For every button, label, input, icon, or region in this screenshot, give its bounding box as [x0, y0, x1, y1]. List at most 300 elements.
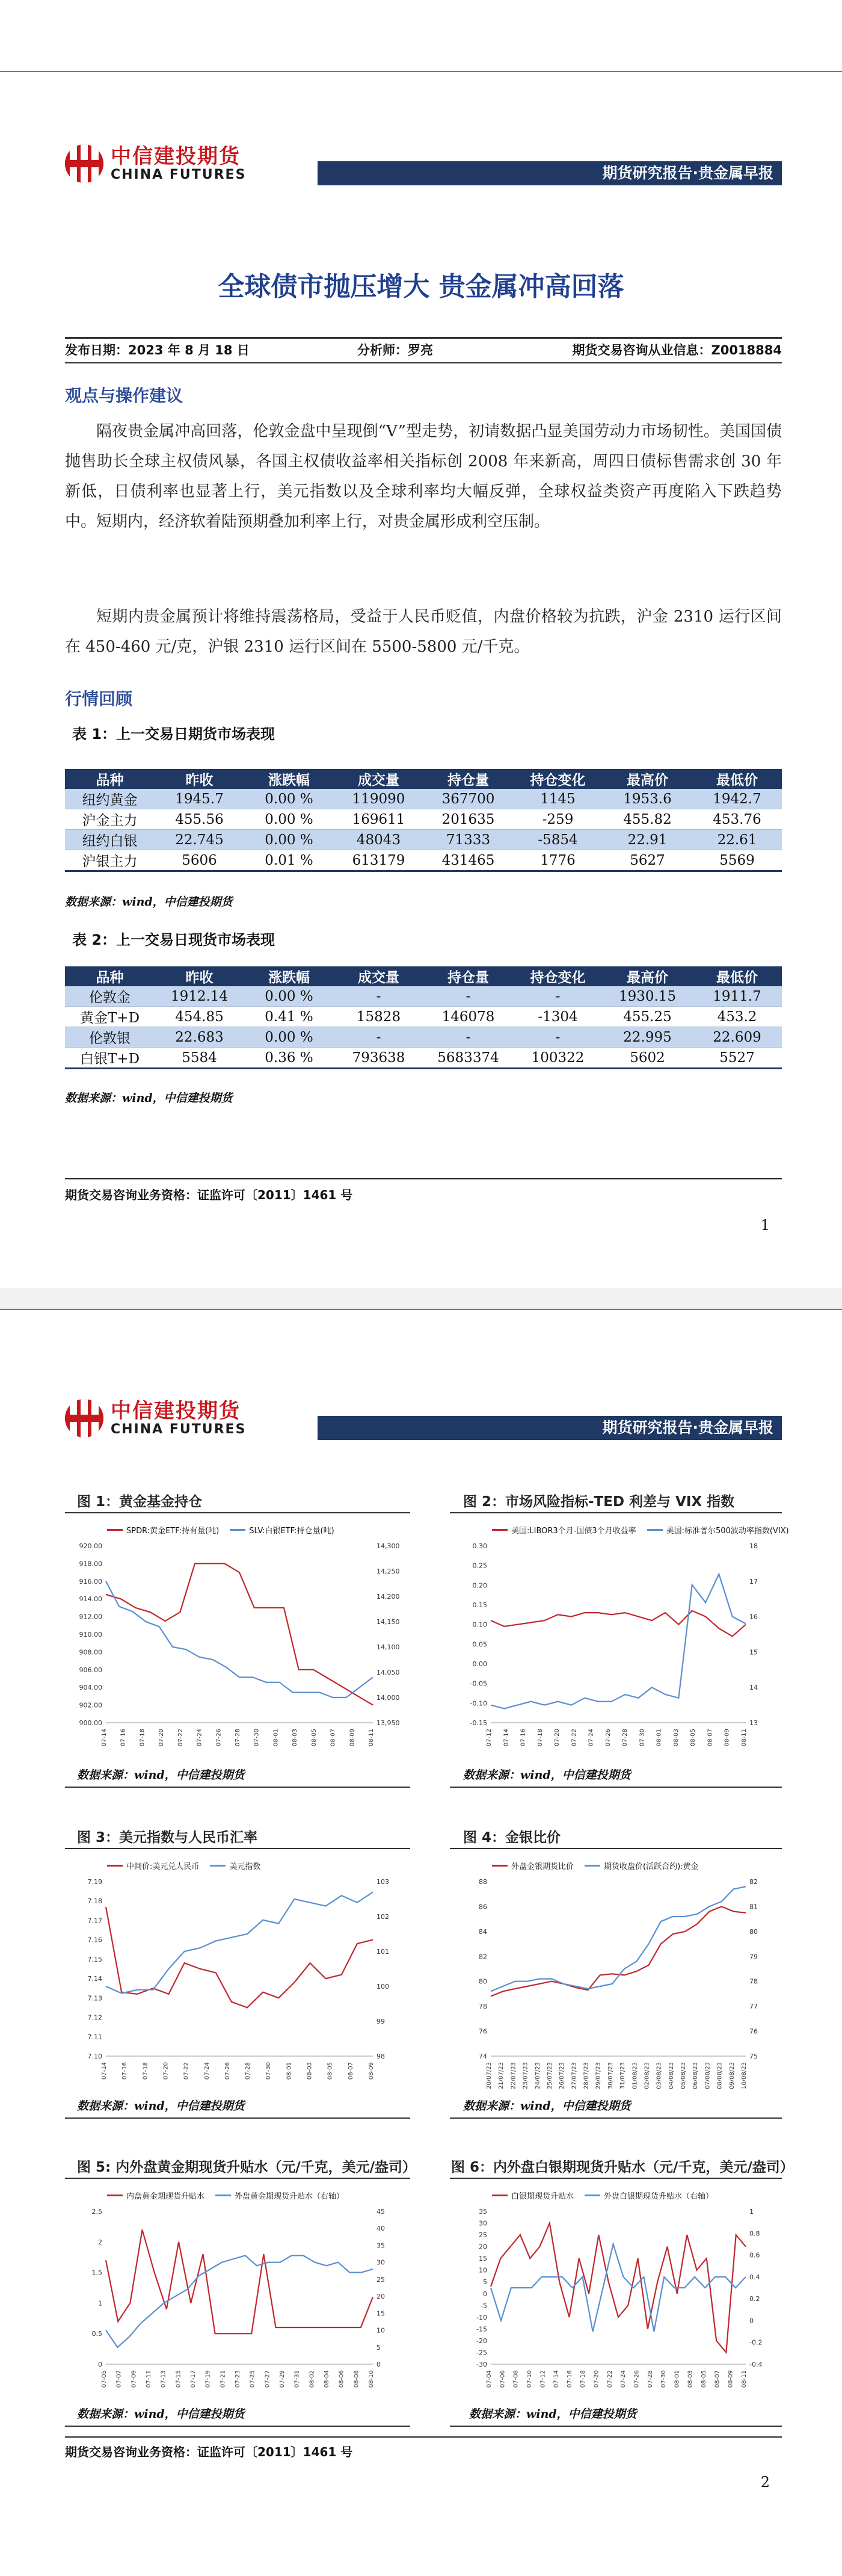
y-tick-label: 914.00 [79, 1595, 102, 1604]
table-cell: 1911.7 [692, 986, 782, 1007]
x-tick-label: 07-14 [553, 2370, 560, 2388]
license-info: 期货交易咨询从业信息：Z0018884 [572, 343, 782, 357]
y2-tick-label: 99 [376, 2018, 385, 2025]
x-tick-label: 07-18 [580, 2370, 587, 2388]
legend-label: 期货收盘价(活跃合约):黄金 [604, 1862, 699, 1871]
table-header: 品种 [65, 966, 155, 986]
x-tick-label: 24/07/23 [534, 2062, 541, 2089]
y2-tick-label: 17 [749, 1577, 758, 1586]
x-tick-label: 07-24 [588, 1729, 595, 1747]
x-tick-label: 07-20 [162, 2062, 170, 2080]
legend-swatch [585, 1865, 600, 1867]
table-cell: 白银T+D [65, 1048, 155, 1069]
x-tick-label: 07-30 [660, 2370, 668, 2388]
fig3-rule [65, 1848, 410, 1849]
report-banner: 期货研究报告·贵金属早报 [318, 161, 782, 185]
futures-table [65, 769, 782, 872]
series-line-SPDR [106, 1563, 373, 1705]
legend-item [492, 1860, 574, 1871]
x-tick-label: 08-05 [327, 2062, 334, 2080]
table-cell: 沪金主力 [65, 809, 155, 830]
x-tick-label: 07-24 [196, 1729, 203, 1747]
y2-tick-label: 81 [749, 1903, 758, 1911]
fig6-rule [450, 2178, 782, 2179]
y2-tick-label: -0.4 [749, 2361, 763, 2368]
x-tick-label: 08/08/23 [716, 2062, 724, 2089]
table-cell: 146078 [423, 1007, 513, 1027]
y-tick-label: 76 [479, 2027, 487, 2036]
table-cell: 0.00 % [244, 986, 334, 1007]
table-cell: 伦敦金 [65, 986, 155, 1007]
table-cell: 纽约黄金 [65, 789, 155, 809]
y-tick-label: -0.10 [470, 1699, 487, 1708]
chart-legend [107, 1524, 334, 1536]
x-tick-label: 08-01 [272, 1729, 280, 1747]
x-tick-label: 07-14 [101, 2062, 108, 2080]
x-tick-label: 07-26 [215, 1729, 223, 1747]
table-cell: 169611 [334, 809, 423, 830]
table-cell: 71333 [423, 830, 513, 850]
x-tick-label: 07-22 [183, 2062, 190, 2080]
series-line-TED [491, 1611, 746, 1637]
y2-tick-label: 103 [376, 1878, 389, 1886]
y2-tick-label: 0.2 [749, 2295, 760, 2303]
y-tick-label: 7.10 [87, 2052, 102, 2060]
table-cell: 0.00 % [244, 830, 334, 850]
table-row [65, 789, 782, 809]
fig1-bottom-rule [65, 1787, 410, 1788]
chart-svg [456, 1855, 781, 2093]
fig2-source: 数据来源：wind，中信建投期货 [463, 1768, 631, 1782]
y-tick-label: 0.15 [472, 1601, 487, 1609]
table-header: 成交量 [334, 966, 423, 986]
x-tick-label: 03/08/23 [656, 2062, 663, 2089]
publish-date: 发布日期：2023 年 8 月 18 日 [65, 343, 250, 357]
table-cell: 0.00 % [244, 809, 334, 830]
y2-tick-label: 77 [749, 2003, 758, 2011]
x-tick-label: 08-03 [292, 1729, 299, 1747]
y2-tick-label: 40 [376, 2225, 385, 2233]
x-tick-label: 07-21 [220, 2370, 227, 2388]
y-tick-label: 0.10 [472, 1620, 487, 1629]
y-tick-label: 25 [479, 2231, 487, 2240]
fig2-bottom-rule [450, 1787, 782, 1788]
table-cell: 793638 [334, 1048, 423, 1069]
y-tick-label: -20 [476, 2337, 487, 2345]
x-tick-label: 07-18 [536, 1729, 544, 1747]
x-tick-label: 08-02 [309, 2370, 316, 2388]
y-tick-label: 7.19 [87, 1878, 102, 1886]
y-tick-label: 0.5 [91, 2330, 102, 2338]
brand-logo [65, 144, 246, 183]
y-tick-label: 0.20 [472, 1581, 487, 1590]
y-tick-label: 7.14 [87, 1975, 102, 1983]
top-rule-2 [0, 1309, 842, 1310]
table-cell: 1930.15 [603, 986, 692, 1007]
fig4-caption: 图 4：金银比价 [463, 1830, 561, 1846]
x-tick-label: 07-28 [647, 2370, 654, 2388]
y-tick-label: -10 [476, 2313, 487, 2321]
footer-license: 期货交易咨询业务资格：证监许可〔2011〕1461 号 [65, 1188, 353, 1202]
x-tick-label: 07-31 [293, 2370, 301, 2388]
x-tick-label: 08-03 [687, 2370, 694, 2388]
table-header: 涨跌幅 [244, 966, 334, 986]
y2-tick-label: 102 [376, 1913, 389, 1921]
fig4-source: 数据来源：wind，中信建投期货 [463, 2099, 631, 2113]
x-tick-label: 25/07/23 [546, 2062, 553, 2089]
y-tick-label: 906.00 [79, 1666, 102, 1674]
y2-tick-label: 35 [376, 2241, 385, 2250]
y-tick-label: 2 [98, 2238, 102, 2246]
chart-legend [492, 1860, 699, 1871]
table1-caption: 表 1：上一交易日期货市场表现 [72, 726, 275, 743]
y2-tick-label: 14,100 [376, 1643, 400, 1651]
y2-tick-label: 0.6 [749, 2251, 760, 2259]
x-tick-label: 21/07/23 [498, 2062, 505, 2089]
chart-legend [492, 2190, 713, 2201]
fig6-bottom-rule [450, 2426, 782, 2427]
table-cell: 22.683 [155, 1027, 244, 1048]
series-line-CNY [106, 1907, 373, 2008]
fig5-caption: 图 5: 内外盘黄金期现货升贴水（元/千克，美元/盎司） [77, 2160, 417, 2175]
y2-tick-label: 14,300 [376, 1542, 400, 1550]
table-cell: 22.745 [155, 830, 244, 850]
y2-tick-label: 14,050 [376, 1669, 400, 1676]
table-cell: -1304 [513, 1007, 603, 1027]
y2-tick-label: 82 [749, 1878, 758, 1886]
footer-rule-2 [65, 2436, 782, 2438]
table-cell: 5527 [692, 1048, 782, 1069]
table-row [65, 1007, 782, 1027]
table-cell: - [513, 1027, 603, 1048]
table-cell: 5606 [155, 850, 244, 871]
table-row [65, 1048, 782, 1069]
x-tick-label: 08-05 [701, 2370, 708, 2388]
x-tick-label: 31/07/23 [619, 2062, 627, 2089]
table-header: 持仓量 [423, 769, 513, 789]
x-tick-label: 07-20 [554, 1729, 561, 1747]
y2-tick-label: 0.8 [749, 2229, 760, 2238]
x-tick-label: 08-11 [741, 1729, 748, 1747]
x-tick-label: 08-03 [672, 1729, 680, 1747]
x-tick-label: 07/08/23 [704, 2062, 711, 2089]
legend-label: 中间价:美元兑人民币 [126, 1862, 200, 1871]
table-header: 昨收 [155, 966, 244, 986]
table-cell: 22.61 [692, 830, 782, 850]
series-line-DXY [106, 1892, 373, 1993]
x-tick-label: 07-30 [253, 1729, 260, 1747]
table-cell: 0.01 % [244, 850, 334, 871]
table-cell: - [334, 986, 423, 1007]
y-tick-label: 920.00 [79, 1542, 102, 1550]
x-tick-label: 07-26 [633, 2370, 641, 2388]
table-cell: 367700 [423, 789, 513, 809]
table-row [65, 986, 782, 1007]
table-row [65, 830, 782, 850]
chart-gold-basis [71, 2185, 408, 2401]
fig1-source: 数据来源：wind，中信建投期货 [77, 1768, 245, 1782]
meta-row [65, 337, 782, 363]
y2-tick-label: 15 [376, 2309, 385, 2318]
x-tick-label: 09/08/23 [728, 2062, 736, 2089]
y-tick-label: 916.00 [79, 1577, 102, 1586]
y-tick-label: 15 [479, 2255, 487, 2263]
fig4-rule [450, 1848, 782, 1849]
fig2-caption: 图 2：市场风险指标-TED 利差与 VIX 指数 [463, 1494, 735, 1510]
legend-swatch [492, 1529, 508, 1531]
table-cell: 5584 [155, 1048, 244, 1069]
y-tick-label: 0.05 [472, 1640, 487, 1649]
x-tick-label: 20/07/23 [486, 2062, 493, 2089]
x-tick-label: 08-01 [674, 2370, 681, 2388]
brand-cn: 中信建投期货 [111, 1399, 241, 1423]
chart-silver-basis [456, 2185, 781, 2401]
table-cell: 613179 [334, 850, 423, 871]
series-line-SLV [106, 1581, 373, 1697]
y-tick-label: 5 [483, 2278, 487, 2287]
chart-legend [107, 1860, 260, 1871]
brand-en: CHINA FUTURES [111, 1422, 247, 1437]
y-tick-label: -5 [481, 2302, 487, 2310]
x-tick-label: 07-27 [264, 2370, 271, 2388]
x-tick-label: 08-01 [286, 2062, 293, 2080]
y2-tick-label: 78 [749, 1977, 758, 1986]
x-tick-label: 07-22 [606, 2370, 613, 2388]
table-cell: 119090 [334, 789, 423, 809]
paragraph-2: 短期内贵金属预计将维持震荡格局，受益于人民币贬值，内盘价格较为抗跌，沪金 2310 运行区间在 450-460 元/克，沪银 2310 运行区间在 5500-5800 元/千克。 [65, 608, 782, 656]
y-tick-label: 900.00 [79, 1719, 102, 1727]
y-tick-label: 0.30 [472, 1542, 487, 1550]
legend-swatch [230, 1529, 245, 1531]
fig5-rule [65, 2178, 410, 2179]
y-tick-label: 1 [98, 2299, 102, 2308]
x-tick-label: 26/07/23 [559, 2062, 566, 2089]
table-header: 最高价 [603, 966, 692, 986]
legend-item [230, 1524, 334, 1536]
y-tick-label: 908.00 [79, 1648, 102, 1657]
y2-tick-label: 14,200 [376, 1593, 400, 1601]
x-tick-label: 07-16 [120, 1729, 127, 1747]
table-header: 昨收 [155, 769, 244, 789]
y-tick-label: 88 [479, 1878, 487, 1886]
y-tick-label: 7.17 [87, 1917, 102, 1925]
y2-tick-label: 18 [749, 1542, 758, 1550]
table-cell: - [423, 986, 513, 1007]
top-rule [0, 71, 842, 72]
y-tick-label: 7.12 [87, 2013, 102, 2022]
x-tick-label: 07-20 [158, 1729, 165, 1747]
table-cell: 黄金T+D [65, 1007, 155, 1027]
analyst-name: 分析师：罗亮 [357, 343, 433, 357]
table2-source: 数据来源：wind，中信建投期货 [65, 1092, 233, 1105]
legend-item [585, 1860, 699, 1871]
table-row [65, 850, 782, 871]
y-tick-label: 912.00 [79, 1613, 102, 1621]
x-tick-label: 07-28 [622, 1729, 629, 1747]
table-header: 最低价 [692, 966, 782, 986]
y2-tick-label: 14,000 [376, 1694, 400, 1702]
x-tick-label: 27/07/23 [571, 2062, 578, 2089]
y2-tick-label: 79 [749, 1953, 758, 1961]
x-tick-label: 08-07 [347, 2062, 354, 2080]
table-cell: 0.00 % [244, 1027, 334, 1048]
fig5-source: 数据来源：wind，中信建投期货 [77, 2408, 245, 2421]
x-tick-label: 07-10 [526, 2370, 533, 2388]
legend-swatch [585, 2195, 600, 2196]
fig1-caption: 图 1：黄金基金持仓 [77, 1494, 203, 1510]
legend-label: 白银期现货升贴水 [511, 2192, 574, 2201]
x-tick-label: 28/07/23 [583, 2062, 590, 2089]
y-tick-label: -0.15 [470, 1719, 487, 1727]
x-tick-label: 07-06 [499, 2370, 506, 2388]
fig6-caption: 图 6：内外盘白银期现货升贴水（元/千克，美元/盎司） [451, 2160, 794, 2175]
y-tick-label: 2.5 [91, 2208, 102, 2216]
y-tick-label: 20 [479, 2243, 487, 2251]
x-tick-label: 07-16 [566, 2370, 573, 2388]
table-header: 品种 [65, 769, 155, 789]
legend-item [210, 1860, 260, 1871]
table1-source: 数据来源：wind，中信建投期货 [65, 895, 233, 909]
legend-label: 美国:LIBOR3个月-国债3个月收益率 [511, 1527, 636, 1536]
table-cell: 455.82 [603, 809, 692, 830]
y-tick-label: 902.00 [79, 1701, 102, 1710]
report-title: 全球债市抛压增大 贵金属冲高回落 [218, 271, 624, 302]
y-tick-label: -25 [476, 2349, 487, 2357]
x-tick-label: 07-26 [604, 1729, 612, 1747]
y2-tick-label: 80 [749, 1927, 758, 1936]
y2-tick-label: 5 [376, 2343, 381, 2352]
table2-caption: 表 2：上一交易日现货市场表现 [72, 931, 275, 948]
legend-swatch [107, 1865, 123, 1867]
table-cell: 1776 [513, 850, 603, 871]
series-line-ratio [491, 1906, 746, 1996]
chart-svg [456, 1519, 781, 1760]
y2-tick-label: 101 [376, 1948, 389, 1956]
table-cell: 1145 [513, 789, 603, 809]
x-tick-label: 07-14 [503, 1729, 510, 1747]
fig3-source: 数据来源：wind，中信建投期货 [77, 2099, 245, 2113]
y2-tick-label: 1 [749, 2208, 754, 2216]
legend-swatch [215, 2195, 231, 2196]
spot-table [65, 966, 782, 1069]
x-tick-label: 07-07 [115, 2370, 123, 2388]
y2-tick-label: 100 [376, 1983, 389, 1991]
table-header: 持仓变化 [513, 966, 603, 986]
x-tick-label: 08-04 [324, 2370, 330, 2388]
y2-tick-label: 0 [376, 2361, 381, 2368]
x-tick-label: 07-25 [249, 2370, 256, 2388]
y2-tick-label: 10 [376, 2326, 385, 2335]
y-tick-label: 78 [479, 2003, 487, 2011]
table-cell: 0.36 % [244, 1048, 334, 1069]
x-tick-label: 08-10 [368, 2370, 375, 2388]
y-tick-label: 7.15 [87, 1955, 102, 1963]
x-tick-label: 30/07/23 [607, 2062, 614, 2089]
x-tick-label: 06/08/23 [692, 2062, 699, 2089]
table-cell: 22.995 [603, 1027, 692, 1048]
x-tick-label: 08-06 [338, 2370, 345, 2388]
x-tick-label: 07-05 [101, 2370, 108, 2388]
table-cell: 5569 [692, 850, 782, 871]
y2-tick-label: 20 [376, 2293, 385, 2301]
table-cell: -5854 [513, 830, 603, 850]
x-tick-label: 07-30 [639, 1729, 646, 1747]
x-tick-label: 07-16 [520, 1729, 527, 1747]
x-tick-label: 07-20 [593, 2370, 600, 2388]
section-review: 行情回顾 [65, 689, 133, 709]
y-tick-label: -15 [476, 2325, 487, 2334]
table-cell: 5683374 [423, 1048, 513, 1069]
legend-swatch [107, 1529, 123, 1531]
x-tick-label: 07-30 [265, 2062, 272, 2080]
y-tick-label: 10 [479, 2266, 487, 2275]
x-tick-label: 07-22 [571, 1729, 578, 1747]
y-tick-label: 7.16 [87, 1936, 102, 1944]
y2-tick-label: 15 [749, 1648, 758, 1657]
legend-label: 外盘黄金期现货升贴水（右轴） [235, 2192, 345, 2201]
x-tick-label: 07-09 [131, 2370, 138, 2388]
page-2 [0, 1309, 842, 2576]
y-tick-label: 84 [479, 1927, 487, 1936]
x-tick-label: 08-11 [741, 2370, 748, 2388]
x-tick-label: 07-28 [245, 2062, 252, 2080]
brand-logo-2 [65, 1399, 246, 1438]
x-tick-label: 23/07/23 [522, 2062, 529, 2089]
x-tick-label: 07-29 [279, 2370, 286, 2388]
x-tick-label: 08-09 [727, 2370, 734, 2388]
table-cell: 431465 [423, 850, 513, 871]
table-cell: 沪银主力 [65, 850, 155, 871]
legend-swatch [492, 1865, 508, 1867]
y-tick-label: 82 [479, 1953, 487, 1961]
legend-item [585, 2190, 713, 2201]
table-cell: 1945.7 [155, 789, 244, 809]
chart-svg [71, 2185, 408, 2401]
brand-en: CHINA FUTURES [111, 167, 247, 182]
x-tick-label: 07-12 [486, 1729, 493, 1747]
table-cell: 48043 [334, 830, 423, 850]
x-tick-label: 07-08 [512, 2370, 520, 2388]
y-tick-label: -0.05 [470, 1679, 487, 1688]
y-tick-label: 7.18 [87, 1897, 102, 1906]
legend-swatch [107, 2195, 123, 2196]
x-tick-label: 08-07 [714, 2370, 721, 2388]
table-cell: 伦敦银 [65, 1027, 155, 1048]
x-tick-label: 05/08/23 [680, 2062, 687, 2089]
table-header: 涨跌幅 [244, 769, 334, 789]
x-tick-label: 07-14 [101, 1729, 108, 1747]
footer-rule [65, 1178, 782, 1179]
legend-item [492, 1524, 636, 1536]
table-cell: 22.91 [603, 830, 692, 850]
x-tick-label: 08-01 [656, 1729, 663, 1747]
x-tick-label: 07-19 [204, 2370, 212, 2388]
x-tick-label: 07-28 [235, 1729, 241, 1747]
legend-swatch [647, 1529, 663, 1531]
table-cell: 5602 [603, 1048, 692, 1069]
x-tick-label: 08-07 [707, 1729, 714, 1747]
chart-svg [71, 1519, 408, 1760]
fig6-source: 数据来源：wind，中信建投期货 [469, 2408, 637, 2421]
x-tick-label: 07-17 [190, 2370, 197, 2388]
y2-tick-label: 0.4 [749, 2273, 760, 2281]
fig3-bottom-rule [65, 2117, 410, 2119]
y2-tick-label: 13,950 [376, 1719, 400, 1727]
x-tick-label: 07-15 [175, 2370, 182, 2388]
section-opinion: 观点与操作建议 [65, 386, 183, 406]
chart-svg [456, 2185, 781, 2401]
x-tick-label: 07-23 [235, 2370, 241, 2388]
